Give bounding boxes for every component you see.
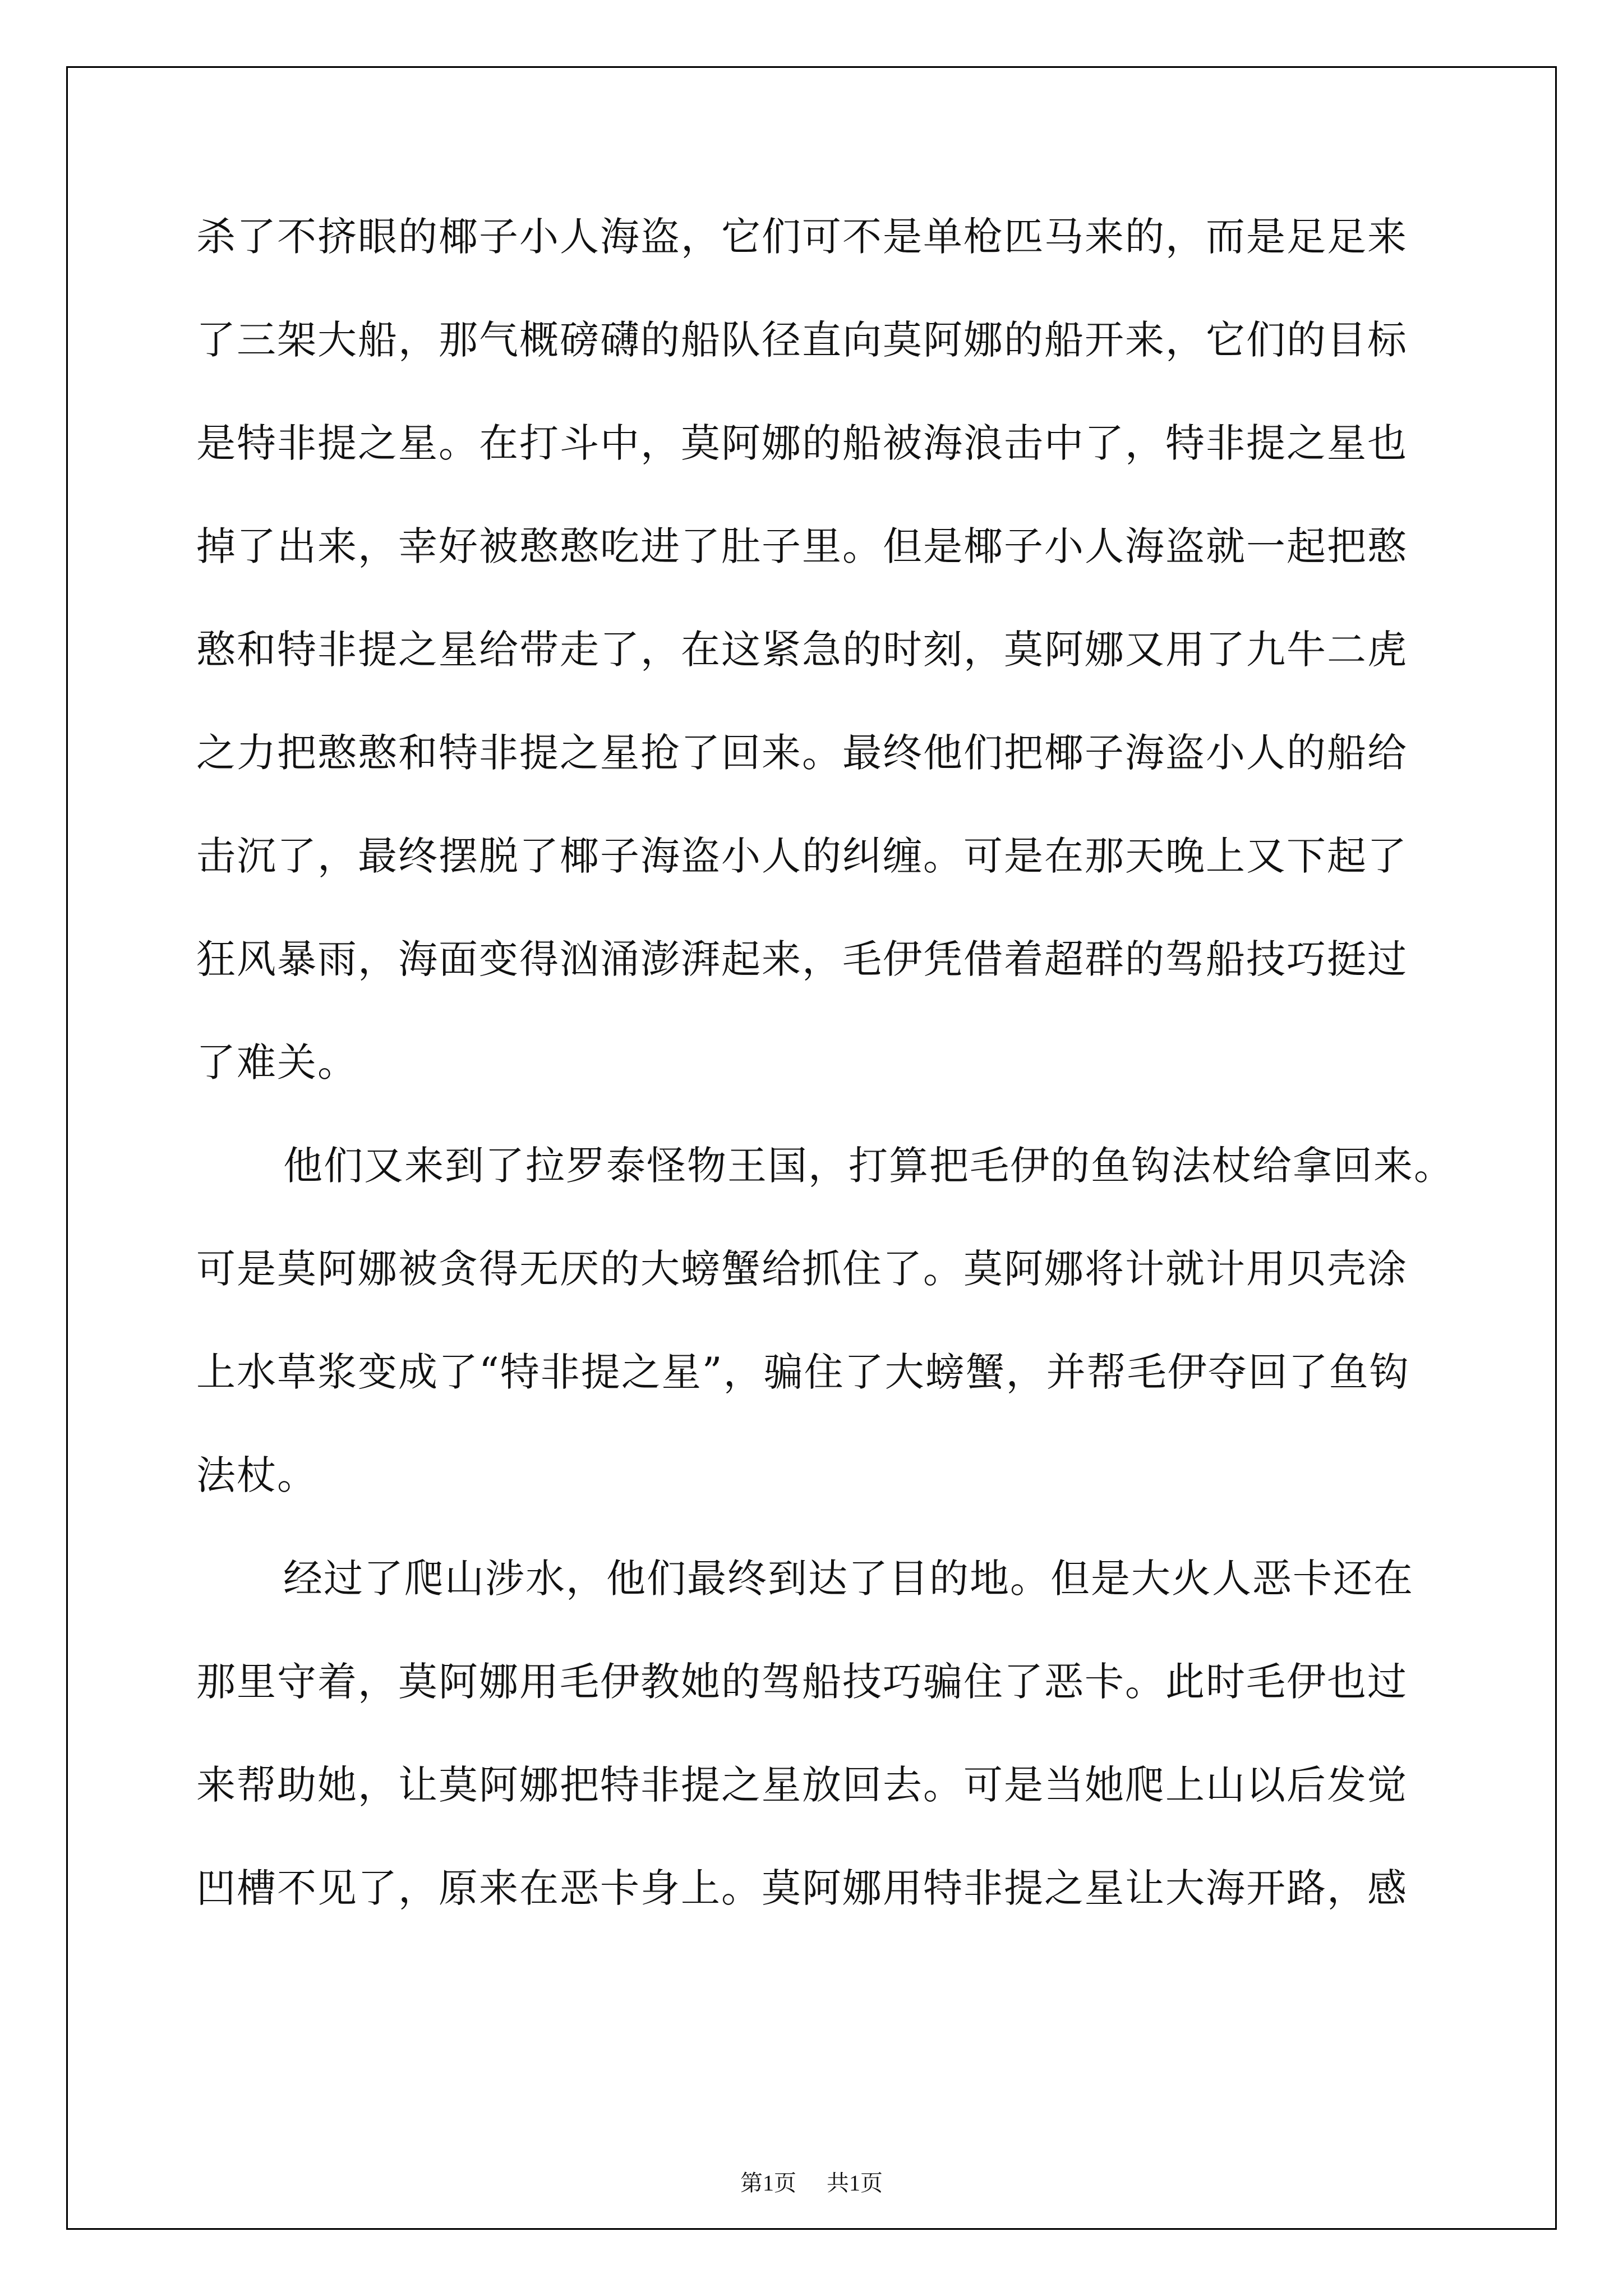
text-line: 狂风暴雨，海面变得汹涌澎湃起来，毛伊凭借着超群的驾船技巧挺过 (196, 936, 1408, 982)
text-line: 了三架大船，那气概磅礴的船队径直向莫阿娜的船开来，它们的目标 (196, 317, 1408, 363)
text-line: 他们又来到了拉罗泰怪物王国，打算把毛伊的鱼钩法杖给拿回来。 (283, 1143, 1454, 1189)
page-number: 第1页 (740, 2170, 796, 2196)
text-line: 了难关。 (196, 1039, 358, 1085)
text-line: 掉了出来，幸好被憨憨吃进了肚子里。但是椰子小人海盗就一起把憨 (196, 523, 1408, 569)
document-body (196, 208, 1454, 1962)
text-line: 凹槽不见了，原来在恶卡身上。莫阿娜用特非提之星让大海开路，感 (196, 1865, 1408, 1911)
text-line: 是特非提之星。在打斗中，莫阿娜的船被海浪击中了，特非提之星也 (196, 420, 1408, 466)
text-line: 憨和特非提之星给带走了，在这紧急的时刻，莫阿娜又用了九牛二虎 (196, 627, 1408, 673)
page-total: 共1页 (827, 2170, 883, 2196)
text-line: 之力把憨憨和特非提之星抢了回来。最终他们把椰子海盗小人的船给 (196, 730, 1408, 776)
text-line: 可是莫阿娜被贪得无厌的大螃蟹给抓住了。莫阿娜将计就计用贝壳涂 (196, 1246, 1408, 1292)
text-line: 经过了爬山涉水，他们最终到达了目的地。但是大火人恶卡还在 (283, 1556, 1414, 1602)
text-line: 法杖。 (196, 1452, 317, 1498)
text-line: 来帮助她，让莫阿娜把特非提之星放回去。可是当她爬上山以后发觉 (196, 1762, 1408, 1808)
text-line: 杀了不挤眼的椰子小人海盗，它们可不是单枪匹马来的，而是足足来 (196, 214, 1408, 260)
page-footer (0, 2165, 1623, 2197)
text-line: 那里守着，莫阿娜用毛伊教她的驾船技巧骗住了恶卡。此时毛伊也过 (196, 1659, 1408, 1705)
text-line: 击沉了，最终摆脱了椰子海盗小人的纠缠。可是在那天晚上又下起了 (196, 833, 1408, 879)
text-line: 上水草浆变成了“特非提之星”，骗住了大螃蟹，并帮毛伊夺回了鱼钩 (196, 1349, 1410, 1395)
